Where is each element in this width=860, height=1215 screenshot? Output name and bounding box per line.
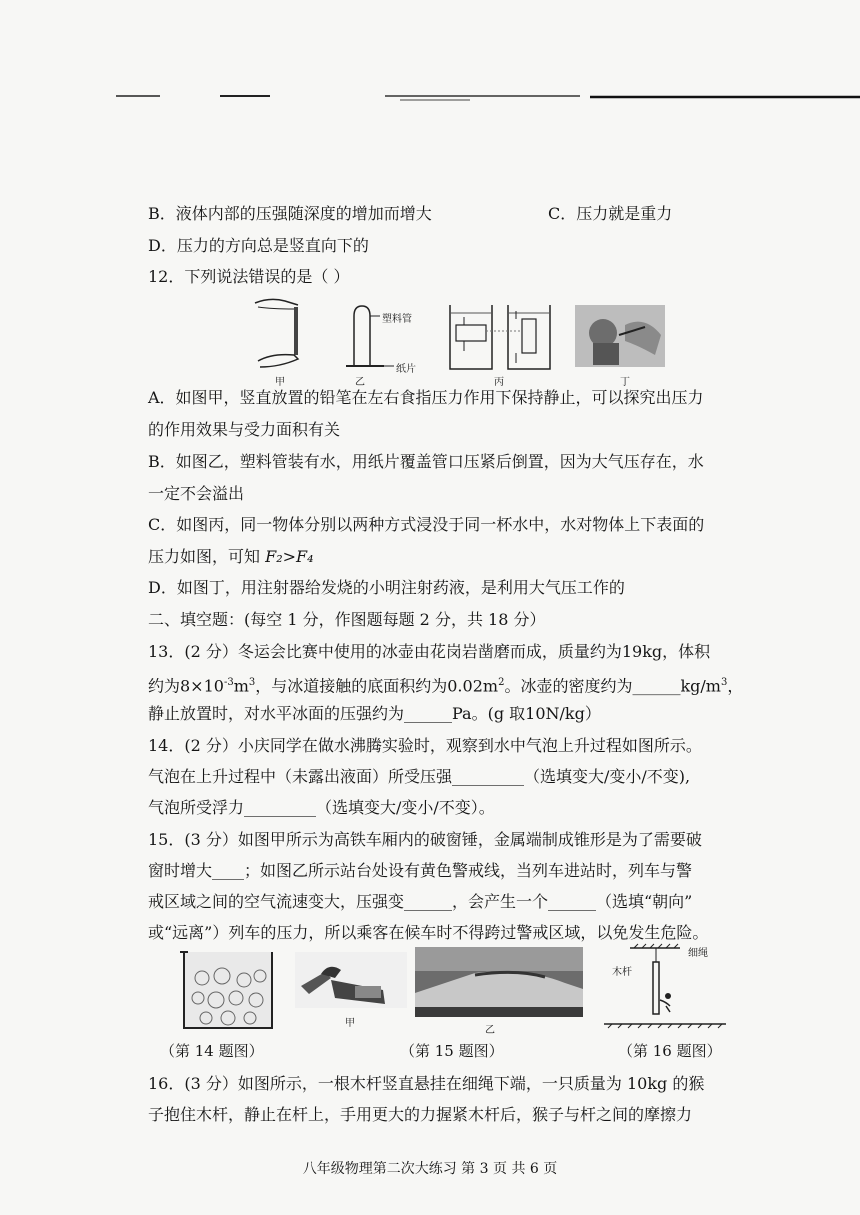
q11-option-d: D．压力的方向总是竖直向下的: [148, 236, 369, 255]
label-paper: 纸片: [396, 364, 416, 375]
section-heading-fill-in: 二、填空题：(每空 1 分，作图题每题 2 分，共 18 分）: [148, 610, 546, 629]
q12-option-a-line1: A．如图甲，竖直放置的铅笔在左右食指压力作用下保持静止，可以探究出压力: [148, 388, 704, 407]
label-plastic-tube: 塑料管: [382, 314, 412, 325]
q16-line2: 子抱住木杆，静止在杆上，手用更大的力握紧木杆后，猴子与杆之间的摩擦力: [148, 1105, 693, 1124]
emergency-hammer-photo: [295, 952, 407, 1012]
monkey-pole-figure: [600, 942, 730, 1032]
label-rope: 细绳: [688, 948, 708, 959]
caption-fig16: （第 16 题图）: [618, 1042, 722, 1060]
q14-line1: 14．(2 分）小庆同学在做水沸腾实验时，观察到水中气泡上升过程如图所示。: [148, 736, 702, 755]
fig15-label-jia: 甲: [345, 1018, 355, 1029]
q13-line2: 约为$8\times 10^{-3}m^3$，与冰道接触的底面积约为$0.02m^2$。冰壶的密度约为$\_\_\_\_\_\_kg/m^3$，: [148, 676, 744, 696]
high-speed-train-photo: [415, 947, 583, 1019]
injection-photo: [575, 305, 665, 370]
q15-line3: 戒区域之间的空气流速变大，压强变______，会产生一个______（选填“朝向”: [148, 892, 693, 911]
fig15-label-yi: 乙: [485, 1025, 495, 1036]
label-pole: 木杆: [612, 967, 632, 978]
q15-line1: 15．(3 分）如图甲所示为高铁车厢内的破窗锤，金属端制成锥形是为了需要破: [148, 830, 702, 849]
q12-option-a-line2: 的作用效果与受力面积有关: [148, 420, 341, 439]
force-comparison: F₂>F₄: [265, 547, 314, 566]
submerged-block-figure: [446, 303, 556, 373]
q12-option-b-line1: B．如图乙，塑料管装有水，用纸片覆盖管口压紧后倒置，因为大气压存在，水: [148, 452, 704, 471]
q14-line2: 气泡在上升过程中（未露出液面）所受压强_________（选填变大/变小/不变),: [148, 767, 691, 786]
q13-line3: 静止放置时，对水平冰面的压强约为______Pa。(g 取10N/kg）: [148, 704, 601, 723]
q12-option-c-line2: 压力如图，可知 F₂>F₄: [148, 547, 314, 566]
q16-line1: 16．(3 分）如图所示，一根木杆竖直悬挂在细绳下端，一只质量为 10kg 的猴: [148, 1074, 705, 1093]
q15-line2: 窗时增大____；如图乙所示站台处设有黄色警戒线，当列车进站时，列车与警: [148, 861, 693, 880]
fig-label-bing: 丙: [494, 377, 504, 388]
q12-stem: 12．下列说法错误的是（ ）: [148, 267, 350, 286]
page-footer: 八年级物理第二次大练习 第 3 页 共 6 页: [302, 1161, 558, 1177]
caption-fig14: （第 14 题图）: [160, 1042, 264, 1060]
q15-line4: 或“远离”）列车的压力，所以乘客在候车时不得跨过警戒区域，以免发生危险。: [148, 923, 709, 942]
q12-option-b-line2: 一定不会溢出: [148, 484, 245, 503]
q12-option-d: D．如图丁，用注射器给发烧的小明注射药液，是利用大气压工作的: [148, 578, 625, 597]
pencil-fingers-figure: [250, 295, 320, 380]
q12-option-c-line1: C．如图丙，同一物体分别以两种方式浸没于同一杯水中，水对物体上下表面的: [148, 515, 705, 534]
q13-line1: 13．(2 分）冬运会比赛中使用的冰壶由花岗岩凿磨而成，质量约为19kg，体积: [148, 642, 711, 661]
scan-header-marks: [0, 90, 860, 104]
q11-option-c: C．压力就是重力: [548, 204, 673, 223]
q14-line3: 气泡所受浮力_________（选填变大/变小/不变）。: [148, 798, 495, 817]
fig-label-yi: 乙: [355, 377, 365, 388]
fig-label-ding: 丁: [620, 377, 630, 388]
beaker-bubbles-figure: [178, 948, 278, 1033]
q11-option-b: B．液体内部的压强随深度的增加而增大: [148, 204, 432, 223]
fig-label-jia: 甲: [275, 377, 285, 388]
caption-fig15: （第 15 题图）: [400, 1042, 504, 1060]
